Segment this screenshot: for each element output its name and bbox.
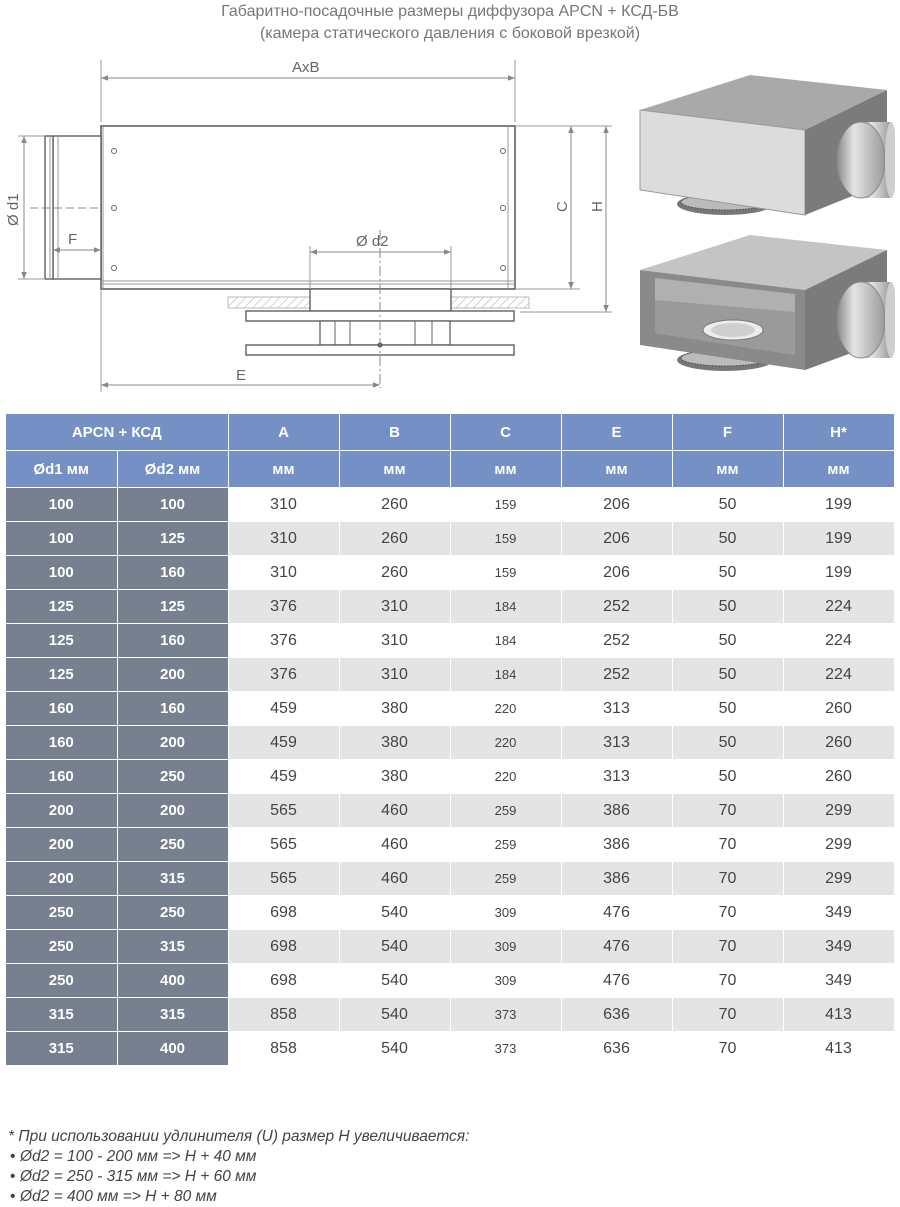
label-h: H (589, 201, 606, 212)
footnote-item-text: Ød2 = 400 мм => H + 80 мм (20, 1188, 217, 1205)
render-open-unit (640, 235, 895, 371)
label-c: C (554, 201, 571, 212)
cell-e: 206 (561, 488, 672, 522)
cell-h: 299 (783, 794, 894, 828)
cell-e: 386 (561, 794, 672, 828)
cell-e: 313 (561, 760, 672, 794)
header-b: B (339, 414, 450, 451)
cell-d2: 160 (117, 692, 228, 726)
cell-d1: 200 (6, 794, 117, 828)
header-row (6, 414, 894, 451)
cell-c: 259 (450, 794, 561, 828)
cell-b: 460 (339, 794, 450, 828)
header-f: F (672, 414, 783, 451)
cell-b: 310 (339, 658, 450, 692)
cell-d1: 250 (6, 930, 117, 964)
footnote-item-text: Ød2 = 250 - 315 мм => H + 60 мм (20, 1168, 257, 1185)
table-row (6, 1032, 894, 1066)
cell-a: 698 (228, 896, 339, 930)
unit-header-d2: Ød2 мм (117, 451, 228, 488)
bullet: • (10, 1168, 16, 1185)
cell-f: 50 (672, 658, 783, 692)
cell-d1: 100 (6, 488, 117, 522)
cell-e: 252 (561, 590, 672, 624)
cell-d2: 400 (117, 1032, 228, 1066)
cell-d1: 160 (6, 760, 117, 794)
cell-b: 260 (339, 522, 450, 556)
cell-f: 70 (672, 828, 783, 862)
cell-c: 259 (450, 828, 561, 862)
cell-c: 184 (450, 590, 561, 624)
cell-a: 565 (228, 828, 339, 862)
cell-c: 159 (450, 488, 561, 522)
cell-d2: 315 (117, 930, 228, 964)
cell-f: 70 (672, 998, 783, 1032)
label-e: E (236, 367, 247, 384)
cell-e: 313 (561, 726, 672, 760)
cell-a: 459 (228, 692, 339, 726)
cell-a: 376 (228, 624, 339, 658)
cell-f: 70 (672, 862, 783, 896)
cell-b: 380 (339, 692, 450, 726)
cell-h: 260 (783, 692, 894, 726)
cell-c: 373 (450, 998, 561, 1032)
cell-a: 459 (228, 760, 339, 794)
cell-d2: 250 (117, 896, 228, 930)
cell-e: 476 (561, 896, 672, 930)
table-row (6, 828, 894, 862)
unit-header: мм (672, 451, 783, 488)
label-axb: AxB (292, 59, 320, 76)
cell-a: 565 (228, 794, 339, 828)
cell-b: 460 (339, 828, 450, 862)
cell-h: 224 (783, 658, 894, 692)
unit-header: мм (339, 451, 450, 488)
cell-h: 349 (783, 964, 894, 998)
cell-a: 698 (228, 930, 339, 964)
cell-h: 299 (783, 828, 894, 862)
cell-c: 259 (450, 862, 561, 896)
cell-c: 184 (450, 658, 561, 692)
cell-d2: 160 (117, 556, 228, 590)
table-row (6, 624, 894, 658)
cell-d2: 100 (117, 488, 228, 522)
footnote-title: * При использовании удлинителя (U) размер H увеличивается: (8, 1128, 470, 1145)
cell-f: 50 (672, 590, 783, 624)
cell-d2: 315 (117, 998, 228, 1032)
cell-b: 540 (339, 964, 450, 998)
cell-d2: 200 (117, 658, 228, 692)
cell-d2: 400 (117, 964, 228, 998)
cell-h: 199 (783, 488, 894, 522)
cell-b: 540 (339, 896, 450, 930)
cell-h: 199 (783, 556, 894, 590)
table-body (6, 488, 894, 1066)
cell-d2: 250 (117, 760, 228, 794)
footnote-list (8, 1147, 469, 1207)
cell-h: 224 (783, 590, 894, 624)
table-row (6, 488, 894, 522)
cell-f: 50 (672, 624, 783, 658)
cell-b: 460 (339, 862, 450, 896)
cell-d1: 125 (6, 590, 117, 624)
dimension-drawing (0, 50, 630, 400)
table-row (6, 862, 894, 896)
cell-f: 50 (672, 692, 783, 726)
product-renders (635, 70, 895, 380)
cell-a: 376 (228, 590, 339, 624)
cell-a: 310 (228, 522, 339, 556)
table-row (6, 726, 894, 760)
label-d2: Ø d2 (356, 233, 389, 250)
page-title: Габаритно-посадочные размеры диффузора APCN + КСД-БВ (221, 3, 679, 20)
footnote (8, 1127, 469, 1207)
cell-d1: 100 (6, 522, 117, 556)
cell-e: 206 (561, 522, 672, 556)
cell-h: 224 (783, 624, 894, 658)
cell-h: 349 (783, 896, 894, 930)
cell-d1: 100 (6, 556, 117, 590)
cell-e: 476 (561, 930, 672, 964)
cell-h: 260 (783, 726, 894, 760)
cell-a: 698 (228, 964, 339, 998)
bullet: • (10, 1148, 16, 1165)
cell-f: 70 (672, 964, 783, 998)
cell-f: 70 (672, 896, 783, 930)
cell-c: 220 (450, 726, 561, 760)
cell-b: 310 (339, 590, 450, 624)
dimensions-table (6, 414, 895, 1066)
unit-header-row (6, 451, 894, 488)
bullet: • (10, 1188, 16, 1205)
cell-h: 260 (783, 760, 894, 794)
table-row (6, 522, 894, 556)
cell-c: 159 (450, 556, 561, 590)
cell-d2: 250 (117, 828, 228, 862)
cell-a: 858 (228, 998, 339, 1032)
cell-d1: 125 (6, 624, 117, 658)
header-h: H* (783, 414, 894, 451)
cell-d2: 160 (117, 624, 228, 658)
cell-e: 636 (561, 1032, 672, 1066)
cell-b: 380 (339, 726, 450, 760)
cell-b: 310 (339, 624, 450, 658)
cell-d2: 200 (117, 794, 228, 828)
cell-f: 70 (672, 930, 783, 964)
render-closed-unit (640, 75, 895, 215)
cell-c: 220 (450, 692, 561, 726)
cell-a: 459 (228, 726, 339, 760)
table-row (6, 658, 894, 692)
unit-header: мм (783, 451, 894, 488)
footnote-item (8, 1187, 469, 1207)
table-row (6, 692, 894, 726)
cell-b: 540 (339, 1032, 450, 1066)
footnote-item (8, 1147, 469, 1167)
cell-f: 50 (672, 726, 783, 760)
table-row (6, 896, 894, 930)
cell-a: 858 (228, 1032, 339, 1066)
table-row (6, 964, 894, 998)
label-f: F (68, 231, 78, 248)
header-e: E (561, 414, 672, 451)
page-subtitle: (камера статического давления с боковой врезкой) (259, 25, 641, 42)
cell-e: 252 (561, 658, 672, 692)
cell-b: 380 (339, 760, 450, 794)
cell-f: 50 (672, 760, 783, 794)
cell-d1: 200 (6, 862, 117, 896)
cell-e: 386 (561, 828, 672, 862)
cell-h: 349 (783, 930, 894, 964)
cell-a: 376 (228, 658, 339, 692)
cell-d1: 250 (6, 896, 117, 930)
cell-d2: 125 (117, 590, 228, 624)
unit-header: мм (450, 451, 561, 488)
cell-f: 50 (672, 556, 783, 590)
cell-c: 309 (450, 896, 561, 930)
unit-header: мм (561, 451, 672, 488)
cell-b: 260 (339, 556, 450, 590)
cell-f: 50 (672, 522, 783, 556)
cell-f: 70 (672, 794, 783, 828)
label-d1: Ø d1 (5, 193, 22, 226)
cell-b: 260 (339, 488, 450, 522)
cell-e: 386 (561, 862, 672, 896)
header-a: A (228, 414, 339, 451)
footnote-item-text: Ød2 = 100 - 200 мм => H + 40 мм (20, 1148, 257, 1165)
cell-c: 220 (450, 760, 561, 794)
cell-h: 299 (783, 862, 894, 896)
cell-c: 184 (450, 624, 561, 658)
table-row (6, 760, 894, 794)
cell-d1: 160 (6, 726, 117, 760)
cell-h: 413 (783, 998, 894, 1032)
cell-h: 199 (783, 522, 894, 556)
cell-a: 565 (228, 862, 339, 896)
cell-d1: 200 (6, 828, 117, 862)
cell-d1: 315 (6, 1032, 117, 1066)
cell-e: 476 (561, 964, 672, 998)
cell-c: 309 (450, 964, 561, 998)
table-row (6, 794, 894, 828)
cell-e: 636 (561, 998, 672, 1032)
cell-d2: 200 (117, 726, 228, 760)
group-header: APCN + КСД (6, 414, 228, 451)
cell-d1: 315 (6, 998, 117, 1032)
cell-d1: 250 (6, 964, 117, 998)
table-row (6, 930, 894, 964)
unit-header-d1: Ød1 мм (6, 451, 117, 488)
cell-e: 313 (561, 692, 672, 726)
cell-e: 252 (561, 624, 672, 658)
unit-header: мм (228, 451, 339, 488)
cell-f: 50 (672, 488, 783, 522)
cell-f: 70 (672, 1032, 783, 1066)
cell-a: 310 (228, 556, 339, 590)
table-row (6, 590, 894, 624)
cell-h: 413 (783, 1032, 894, 1066)
cell-c: 309 (450, 930, 561, 964)
header-c: C (450, 414, 561, 451)
cell-c: 373 (450, 1032, 561, 1066)
cell-d2: 315 (117, 862, 228, 896)
table-row (6, 998, 894, 1032)
table-row (6, 556, 894, 590)
cell-a: 310 (228, 488, 339, 522)
cell-b: 540 (339, 998, 450, 1032)
cell-c: 159 (450, 522, 561, 556)
footnote-item (8, 1167, 469, 1187)
cell-d1: 160 (6, 692, 117, 726)
cell-d1: 125 (6, 658, 117, 692)
cell-b: 540 (339, 930, 450, 964)
cell-e: 206 (561, 556, 672, 590)
cell-d2: 125 (117, 522, 228, 556)
